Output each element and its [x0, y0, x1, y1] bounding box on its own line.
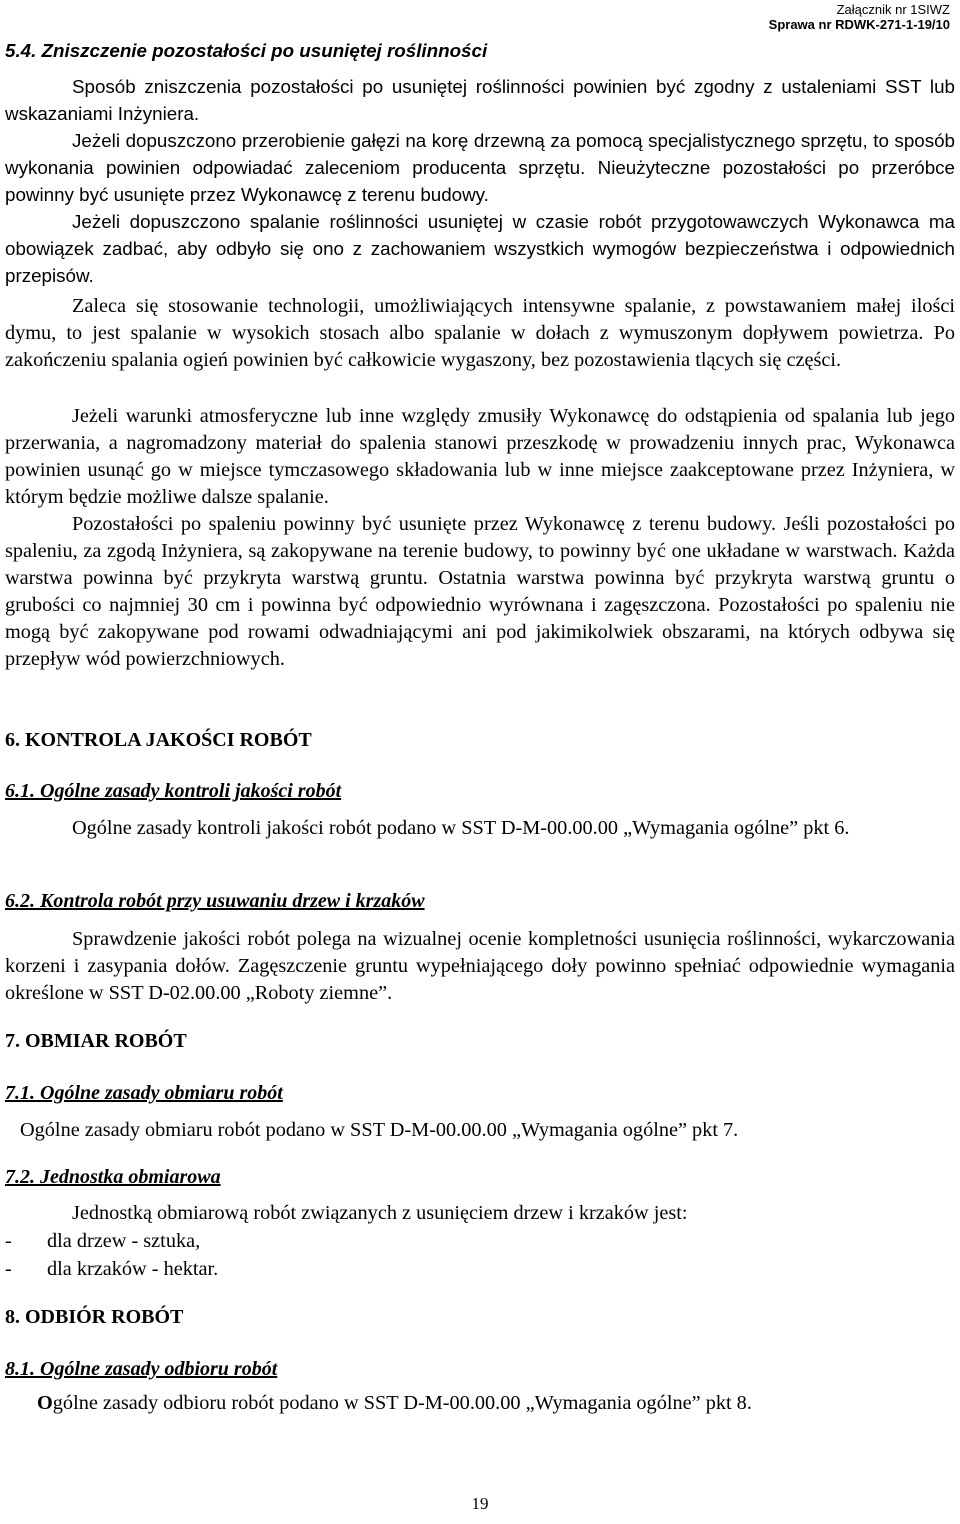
paragraph-text: gólne zasady odbioru robót podano w SST D-M-00.00.00 „Wymagania ogólne” pkt 8.: [52, 1392, 752, 1414]
section-heading: Ogólne zasady odbioru robót: [40, 1358, 278, 1380]
section-7-2-body: Jednostką obmiarową robót związanych z usunięciem drzew i krzaków jest:: [72, 1202, 688, 1224]
section-6-1-title: [5, 780, 955, 803]
attachment-label: Załącznik nr 1SIWZ: [836, 2, 950, 17]
paragraph: Jeżeli warunki atmosferyczne lub inne względy zmusiły Wykonawcę do odstąpienia od spalania lub jego przerwania, a nagromadzony materiał do spalenia stanowi przeszkodę w prowadzeniu innych prac, Wykonawca powinien usunąć go w miejsce tymczasowego składowania lub w inne miejsce zaakceptowane przez Inżyniera, w którym będzie możliwe dalsze spalanie.: [5, 405, 955, 508]
paragraph: Sprawdzenie jakości robót polega na wizualnej ocenie kompletności usunięcia roślinności, wykarczowania korzeni i zasypania dołów. Zagęszczenie gruntu wypełniającego doły powinno spełniać odpowiednie wymagania określone w SST D-02.00.00 „Roboty ziemne”.: [5, 928, 955, 1004]
section-5-4-body: [5, 73, 955, 289]
list-dash: -: [5, 1258, 12, 1280]
section-7-1-title: [5, 1082, 955, 1105]
paragraph-block: [5, 511, 955, 673]
section-6-2-title: [5, 890, 955, 913]
section-8-1-title: [5, 1358, 955, 1381]
paragraph: Sposób zniszczenia pozostałości po usuniętej roślinności powinien być zgodny z ustaleniami SST lub wskazaniami Inżyniera.: [5, 76, 955, 124]
list-item: [5, 1228, 955, 1255]
section-number: 6.1.: [5, 780, 35, 802]
paragraph-block: [5, 403, 955, 511]
section-heading: Ogólne zasady kontroli jakości robót: [40, 780, 342, 802]
section-heading: Ogólne zasady obmiaru robót: [40, 1082, 283, 1104]
list-item: [5, 1256, 955, 1283]
section-7-1-body: Ogólne zasady obmiaru robót podano w SST D-M-00.00.00 „Wymagania ogólne” pkt 7.: [20, 1119, 739, 1141]
paragraph: Ogólne zasady kontroli jakości robót podano w SST D-M-00.00.00 „Wymagania ogólne” pkt 6.: [72, 817, 850, 839]
section-number: 7.2.: [5, 1166, 35, 1188]
section-number: 8.1.: [5, 1358, 35, 1380]
list-dash: -: [5, 1230, 12, 1252]
page-number: 19: [471, 1494, 489, 1513]
case-number: Sprawa nr RDWK-271-1-19/10: [768, 17, 950, 32]
section-7-title: 7. OBMIAR ROBÓT: [5, 1030, 187, 1052]
paragraph: Jeżeli dopuszczono spalanie roślinności usuniętej w czasie robót przygotowawczych Wykonawca ma obowiązek zadbać, aby odbyło się ono z zachowaniem wszystkich wymogów bezpieczeństwa i odpowiednich przepisów.: [5, 211, 955, 286]
section-6-1-body: [5, 815, 955, 842]
section-number: 6.2.: [5, 890, 35, 912]
list-item-text: dla drzew - sztuka,: [47, 1230, 201, 1252]
section-heading: Jednostka obmiarowa: [40, 1166, 221, 1188]
paragraph: Jeżeli dopuszczono przerobienie gałęzi na korę drzewną za pomocą specjalistycznego sprzętu, to sposób wykonania powinien odpowiadać zaleceniom producenta sprzętu. Nieużyteczne pozostałości po przeróbce powinny być usunięte przez Wykonawcę z terenu budowy.: [5, 130, 955, 205]
section-6-title: 6. KONTROLA JAKOŚCI ROBÓT: [5, 729, 312, 751]
section-5-4-body-cont: [5, 293, 955, 374]
list-item-text: dla krzaków - hektar.: [47, 1258, 219, 1280]
section-8-title: 8. ODBIÓR ROBÓT: [5, 1306, 184, 1328]
section-heading: Kontrola robót przy usuwaniu drzew i krzaków: [40, 890, 425, 912]
drop-letter: O: [37, 1392, 53, 1414]
paragraph: Pozostałości po spaleniu powinny być usunięte przez Wykonawcę z terenu budowy. Jeśli pozostałości po spaleniu, za zgodą Inżyniera, są zakopywane na terenie budowy, to powinny być one układane w warstwach. Każda warstwa powinna być przykryta warstwą gruntu. Ostatnia warstwa powinna być przykryta warstwą gruntu o grubości co najmniej 30 cm i powinna być odpowiednio wyrównana i zagęszczona. Pozostałości po spaleniu nie mogą być zakopywane pod rowami odwadniającymi ani pod jakimikolwiek obszarami, na których odbywa się przepływ wód powierzchniowych.: [5, 513, 955, 670]
section-8-1-body: [5, 1390, 955, 1417]
section-number: 7.1.: [5, 1082, 35, 1104]
section-7-2-title: [5, 1166, 955, 1189]
section-6-2-body: [5, 926, 955, 1007]
section-5-4-title: 5.4. Zniszczenie pozostałości po usuniętej roślinności: [5, 40, 488, 61]
paragraph: Zaleca się stosowanie technologii, umożliwiających intensywne spalanie, z powstawaniem małej ilości dymu, to jest spalanie w wysokich stosach albo spalanie w dołach z wymuszonym dopływem powietrza. Po zakończeniu spalania ogień powinien być całkowicie wygaszony, bez pozostawienia tlących się części.: [5, 295, 955, 371]
